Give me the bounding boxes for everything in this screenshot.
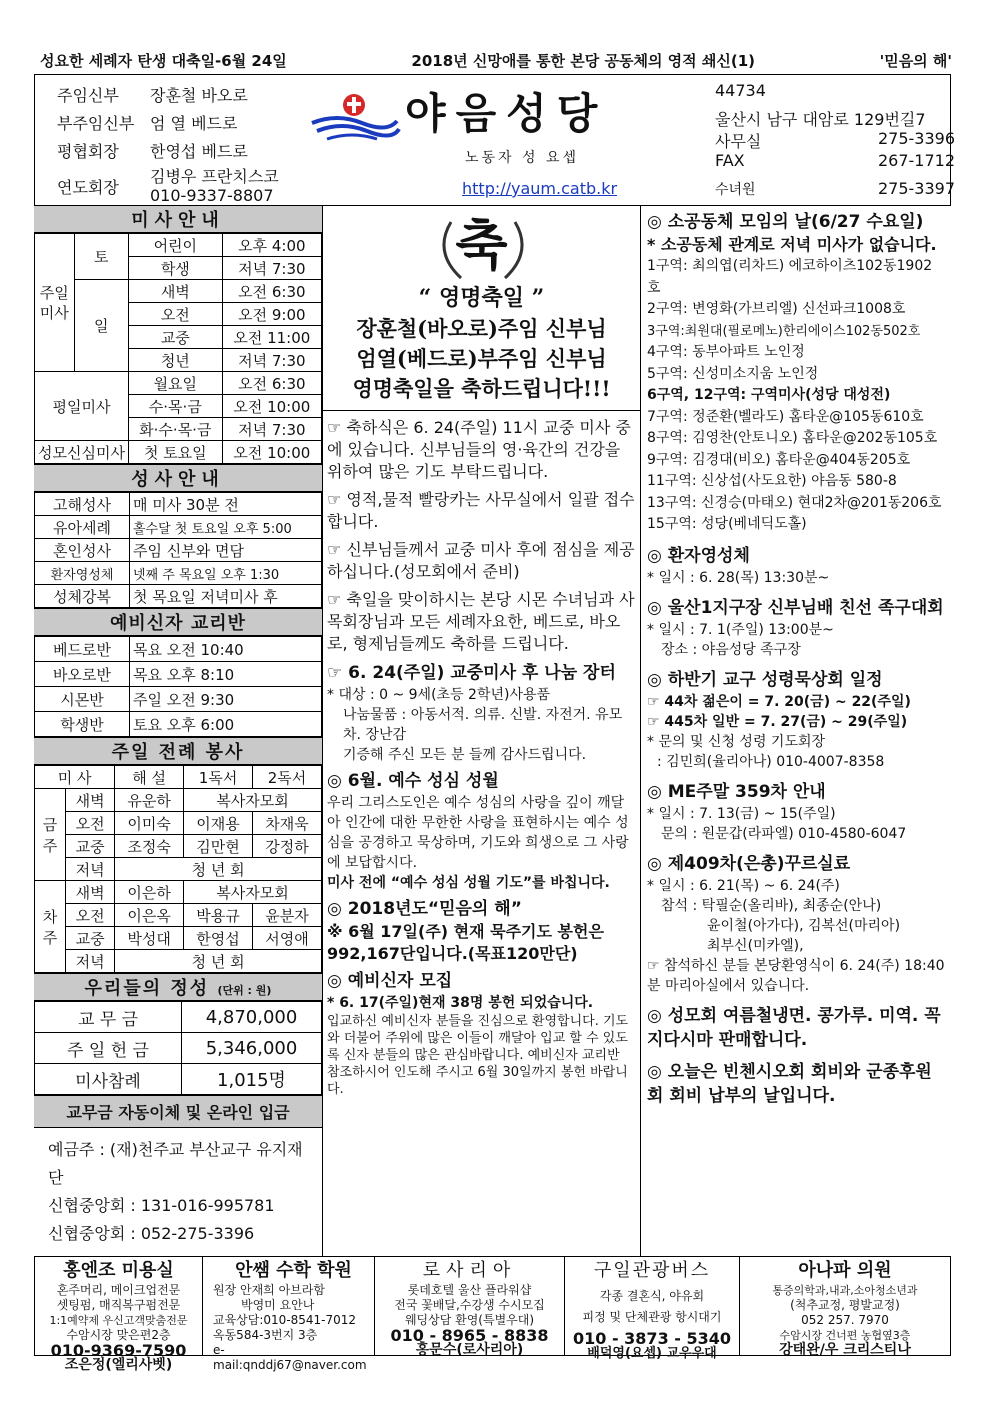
notice-item: ☞ 신부님들께서 교중 미사 후에 점심을 제공하십니다.(성모회에서 준비) bbox=[327, 540, 635, 581]
sacraments-table: 고해성사 매 미사 30분 전 유아세례 홀수달 첫 토요일 오후 5:00 혼인성사 주임 신부와 면담 환자영성체 넷째 주 목요일 오후 1:30 성체강복 첫 목요일 저녁미사 후 bbox=[34, 492, 322, 608]
district-item: 4구역: 동부아파트 노인정 bbox=[647, 344, 805, 360]
fax-number: FAX 267-1712 bbox=[715, 151, 955, 170]
ad-clinic: 아나파 의원 통증의학과,내과,소아청소년과 (척추교정, 평발교정) 052 257. 7970 수암시장 건너편 농협옆3층 강태완/우 크리스티나 bbox=[772, 1260, 918, 1358]
offering-section-title: 우리들의 정성 (단위 : 원) bbox=[34, 973, 322, 1001]
staff-row: 부주임신부 엄 열 베드로 bbox=[57, 114, 238, 133]
faith-year-title: ◎ 2018년도“믿음의 해” bbox=[327, 899, 522, 919]
dues-notice: ◎ 오늘은 빈첸시오회 회비와 군종후원회 회비 납부의 날입니다. bbox=[647, 1061, 932, 1106]
feast-label: 성요한 세례자 탄생 대축일-6월 24일 bbox=[40, 52, 287, 70]
weekday-mass-label: 평일미사 bbox=[35, 372, 129, 441]
cursillo-title: ◎ 제409차(은총)꾸르실료 bbox=[647, 853, 851, 874]
convent-phone: 수녀원 275-3397 bbox=[715, 179, 955, 198]
catechumen-section-title: 예비신자 교리반 bbox=[34, 608, 322, 636]
year-label: '믿음의 해' bbox=[879, 52, 952, 70]
top-banner bbox=[40, 50, 952, 71]
district-item: 11구역: 신상섭(사도요한) 야음동 580-8 bbox=[647, 473, 897, 489]
me-title: ◎ ME주말 359차 안내 bbox=[647, 781, 826, 802]
ad-salon: 홍엔조 미용실 혼주머리, 메이크업전문 셋팅펌, 매직복구펌전문 1:1예약제 우신고객맞춤전문 수암시장 맞은편2층 010-9369-7590 조은정(엘리사벳) bbox=[35, 1257, 203, 1355]
recruit-title: ◎ 예비신자 모집 bbox=[327, 971, 453, 991]
transfer-title: 교무금 자동이체 및 온라인 입금 bbox=[34, 1095, 322, 1128]
right-column: ◎ 소공동체 모임의 날(6/27 수요일) * 소공동체 관계로 저녁 미사가 없습니다. 1구역: 최의엽(리차드) 에코하이츠102동1902호 2구역: 변영화(가브리엘) 신선파크1008호 3구역:최원대(필로메노)한리에이스102동502호 4구역: 동부아파트 노인정 5구역: 신성미소지움 노인정 6구역, 12구역: 구역미사(성당 대성전) 7구역: 정준환(벨라도) 홈타운@105동610호 8구역: 김영찬(안토니오) 홈타운@202동105호 9구역: 김경대(비오) 홈타운@404동205호 11구역: 신상섭(사도요한) 야음동 580-8 13구역: 신경승(마태오) 현대2차@201동206호 15구역: 성당(베네딕도홀) ◎ 환자영성체 * 일시 : 6. 28(목) 13:30분~ ◎ 울산1지구장 신부님배 친선 족구대회 * 일시 : 7. 1(주일) 13:00분~ 장소 : 야음성당 족구장 ◎ 하반기 교구 성령묵상회 일정 ☞ 44차 젊은이 = 7. 20(금) ~ 22(주일) ☞ 445차 일반 = 7. 27(금) ~ 29(주일) * 문의 및 신청 성령 기도회장 : 김민희(율리아나) 010-4007-8358 ◎ ME주말 359차 안내 * 일시 : 7. 13(금) ~ 15(주일) 문의 : 원문갑(라파엘) 010-4580-6047 ◎ 제409차(은총)꾸르실료 * 일시 : 6. 21(목) ~ 6. 24(주) 참석 : 탁필순(올리바), 최종순(안나) 윤이철(아가다), 김복선(마리아) 최부신(미카엘), ☞ 참석하신 분들 본당환영식이 6. 24(주) 18:40분 마리아실에서 있습니다. ◎ 성모회 여름철냉면. 콩가루. 미역. 꼭지다시마 판매합니다. ◎ 오늘은 빈첸시오회 회비와 군종후원회 회비 납부의 날입니다. bbox=[647, 212, 945, 1106]
middle-column: 축 “ 영명축일 ” 장훈철(바오로)주임 신부님 엄열(베드로)부주임 신부님 영명축일을 축하드립니다!!! ☞ 축하식은 6. 24(주일) 11시 교중 미사 중에 있습니다. 신부님들의 영·육간의 건강을 위하여 많은 기도 부탁드립니다. ☞ 영적,물적 빨랑카는 사무실에서 일괄 접수합니다. ☞ 신부님들께서 교중 미사 후에 점심을 제공하십니다.(성모회에서 준비) ☞ 축일을 맞이하시는 본당 시몬 수녀님과 사목회장님과 모든 세례자요한, 베드로, 바오로, 형제님들께도 축하를 드립니다. ☞ 6. 24(주일) 교중미사 후 나눔 장터 * 대상 : 0 ~ 9세(초등 2학년)사용품 나눔물품 : 아동서적. 의류. 신발. 자전거. 유모차. 장난감 기증해 주신 모든 분 들께 감사드립니다. ◎ 6월. 예수 성심 성월 우리 그리스도인은 예수 성심의 사랑을 깊이 깨달아 인간에 대한 무한한 사랑을 표현하시는 예수 성심을 공경하고 묵상하며, 기도와 희생으로 그 사랑에 보답합시다. 미사 전에 “예수 성심 성월 기도”를 바칩니다. ◎ 2018년도“믿음의 해” ※ 6월 17일(주) 현재 묵주기도 봉헌은992,167단입니다.(목표120만단) ◎ 예비신자 모집 * 6. 17(주일)현재 38명 봉헌 되었습니다. 입교하신 예비신자 분들을 진심으로 환영합니다. 기도와 더불어 주위에 많은 이들이 깨달아 입교 할 수 있도록 신자 분들의 많은 관심바랍니다. 예비신자 교리반 참조하시어 인도해 주시고 6월 30일까지 봉헌 바랍니다. bbox=[323, 206, 641, 1256]
celebration-box: 축 “ 영명축일 ” 장훈철(바오로)주임 신부님 엄열(베드로)부주임 신부님 영명축일을 축하드립니다!!! bbox=[327, 210, 636, 404]
celebration-big-char: 축 bbox=[455, 213, 508, 277]
district-item: 6구역, 12구역: 구역미사(성당 대성전) bbox=[647, 387, 891, 403]
district-item: 3구역:최원대(필로메노)한리에이스102동502호 bbox=[647, 323, 921, 339]
zip-code: 44734 bbox=[715, 81, 766, 100]
left-column bbox=[34, 206, 323, 1256]
district-list bbox=[647, 256, 945, 536]
district-item: 5구역: 신성미소지움 노인정 bbox=[647, 365, 819, 382]
catechumen-table: 베드로반 목요 오전 10:40 바오로반 목요 오후 8:10 시몬반 주일 오전 9:30 학생반 토요 오후 6:00 bbox=[34, 636, 322, 737]
bank-info: 예금주 : (재)천주교 부산교구 유지재단 신협중앙회 : 131-016-995781 신협중앙회 : 052-275-3396 bbox=[48, 1140, 303, 1243]
district-item: 9구역: 김경대(비오) 홈타운@404동205호 bbox=[647, 451, 911, 468]
offering-table: 교 무 금 4,870,000 주 일 헌 금 5,346,000 미사참례 1,015명 bbox=[34, 1001, 322, 1095]
retreat-title: ◎ 하반기 교구 성령묵상회 일정 bbox=[647, 669, 883, 690]
notice-item: ☞ 축하식은 6. 24(주일) 11시 교중 미사 중에 있습니다. 신부님들의 영·육간의 건강을 위하여 많은 기도 부탁드립니다. bbox=[327, 418, 631, 481]
market-title: ☞ 6. 24(주일) 교중미사 후 나눔 장터 bbox=[327, 663, 616, 683]
district-item: 2구역: 변영화(가브리엘) 신선파크1008호 bbox=[647, 301, 906, 317]
district-item: 8구역: 김영찬(안토니오) 홈타운@202동105호 bbox=[647, 430, 938, 446]
sunday-mass-label: 주일미사 bbox=[35, 234, 75, 372]
staff-row: 연도회장 김병우 프란치스코 010-9337-8807 bbox=[57, 167, 279, 205]
patron-saint: 노동자 성 요셉 bbox=[465, 150, 580, 166]
district-item: 13구역: 신경승(마태오) 현대2차@201동206호 bbox=[647, 494, 942, 511]
theme-label: 2018년 신망애를 통한 본당 공동체의 영적 쇄신(1) bbox=[411, 52, 755, 70]
street-address: 울산시 남구 대암로 129번길7 bbox=[715, 110, 926, 129]
mass-section-title: 미사안내 bbox=[34, 206, 322, 233]
ad-math-academy: 안쌤 수학 학원 원장 안재희 아브라함 박영미 요안나 교육상담:010-8541-7012 옥동584-3번지 3층 e-mail:qnddj67@naver.com bbox=[203, 1257, 375, 1355]
parish-title: 야음성당 bbox=[405, 89, 608, 138]
district-item: 15구역: 성당(베네딕도홀) bbox=[647, 516, 807, 532]
notice-item: ☞ 축일을 맞이하시는 본당 시몬 수녀님과 사목회장님과 모든 세례자요한, 베드로, 바오로, 형제님들께도 축하를 드립니다. bbox=[327, 590, 635, 653]
small-community-title: ◎ 소공동체 모임의 날(6/27 수요일) bbox=[647, 212, 924, 232]
liturgy-section-title: 주일 전례 봉사 bbox=[34, 737, 322, 765]
office-phone: 사무실 275-3396 bbox=[715, 129, 955, 151]
sacred-heart-title: ◎ 6월. 예수 성심 성월 bbox=[327, 771, 499, 791]
notice-item: ☞ 영적,물적 빨랑카는 사무실에서 일괄 접수합니다. bbox=[327, 490, 635, 531]
mass-table: 주일미사 토 어린이 오후 4:00 학생 저녁 7:30 일 새벽 오전 6:30 오전 오전 9:00 교중 오전 11:00 청년 저녁 7:30 평일미사 월요일 오전 6:30 수·목·금 오전 10:00 화·수·목·금 저녁 7:30 성모신심미사 첫 토요일 오전 10:00 bbox=[34, 233, 322, 464]
sacraments-section-title: 성사안내 bbox=[34, 464, 322, 492]
website-link[interactable]: http://yaum.catb.kr bbox=[462, 179, 618, 198]
soccer-title: ◎ 울산1지구장 신부님배 친선 족구대회 bbox=[647, 597, 944, 618]
ad-tour-bus: 구일관광버스 각종 결혼식, 야유회 피정 및 단체관광 항시대기 010 - 3873 - 5340 배덕영(요셉) 교우우대 bbox=[565, 1257, 740, 1355]
staff-row: 평협회장 한영섭 베드로 bbox=[57, 142, 248, 161]
header bbox=[34, 74, 955, 206]
liturgy-table: 미 사 해 설 1독서 2독서 금주 새벽 유운하 복사자모회 오전 이미숙 이재용 차재욱 교중 조정숙 김만현 강정하 저녁 청 년 회 차주 새벽 이은하 복사자모회 오전 이은옥 박용규 윤분자 교중 박성대 한영섭 서영애 저녁 청 년 회 bbox=[34, 765, 322, 973]
sick-communion-title: ◎ 환자영성체 bbox=[647, 545, 750, 566]
district-item: 1구역: 최의엽(리차드) 에코하이츠102동1902호 bbox=[647, 258, 933, 296]
church-logo-icon bbox=[307, 87, 402, 147]
ads-strip bbox=[34, 1256, 951, 1373]
district-item: 7구역: 정준환(벨라도) 홈타운@105동610호 bbox=[647, 408, 924, 425]
ad-florist: 로사리아 롯데호텔 울산 플라워샵 전국 꽃배달,수강생 수시모집 웨딩상담 환영(특별우대) 010 - 8965 - 8838 홍문수(로사리아) bbox=[375, 1257, 565, 1355]
summer-sale-notice: ◎ 성모회 여름철냉면. 콩가루. 미역. 꼭지다시마 판매합니다. bbox=[647, 1005, 941, 1050]
staff-row: 주임신부 장훈철 바오로 bbox=[57, 86, 248, 105]
